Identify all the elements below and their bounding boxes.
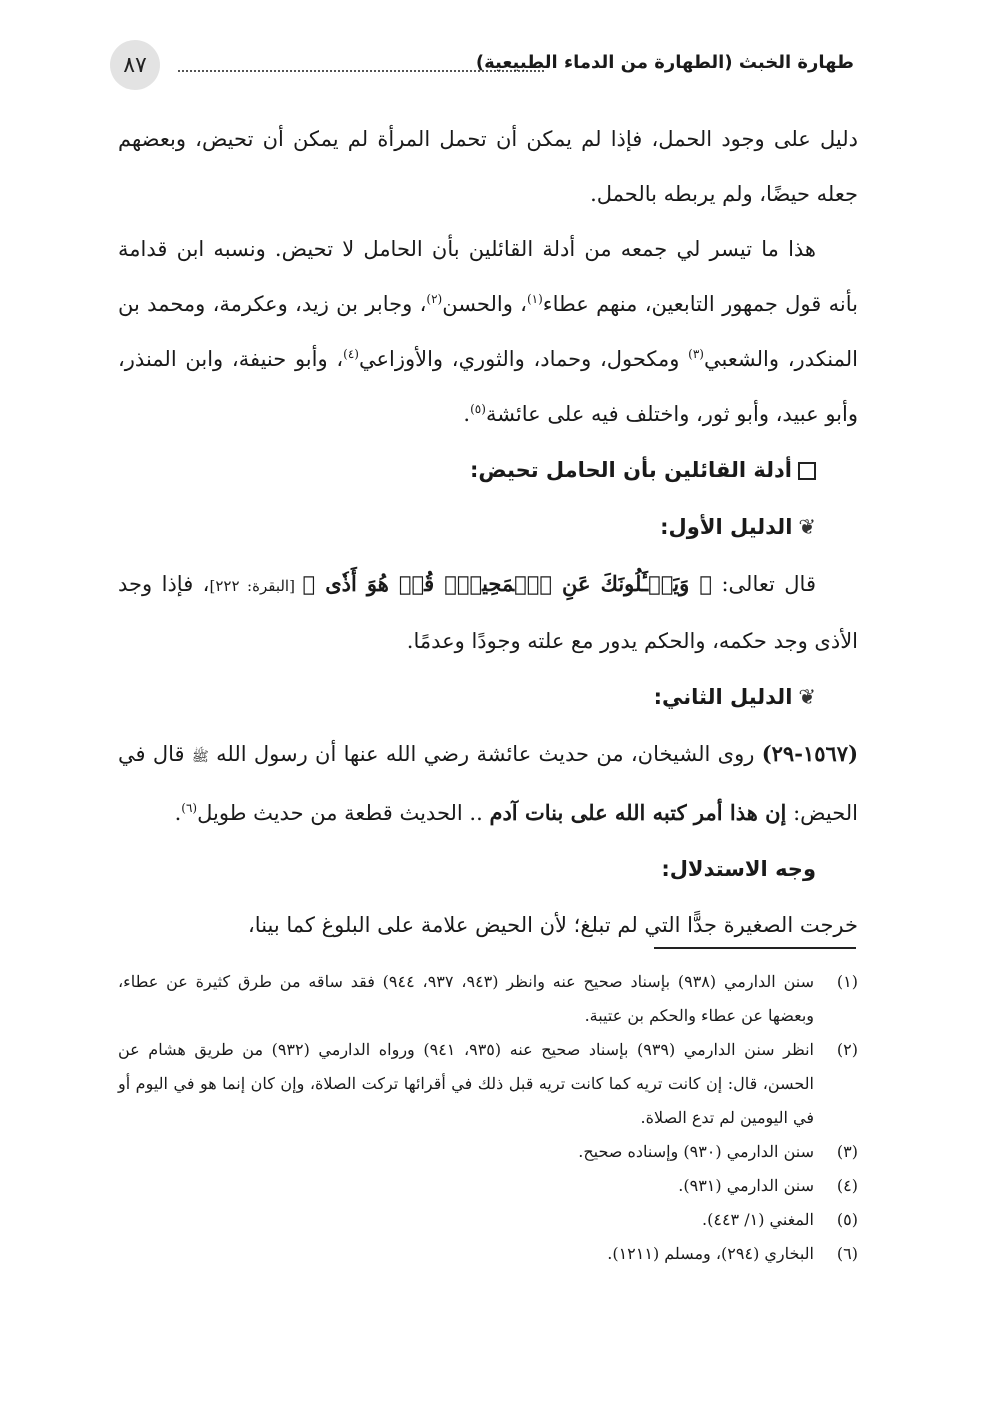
p4-text-a: روى الشيخان، من حديث عائشة رضي الله عنها أن رسول الله — [208, 742, 762, 766]
subheading-inference: وجه الاستدلال: — [661, 857, 816, 881]
section-heading-evidence — [118, 442, 858, 499]
salutation-glyph: ﷺ — [191, 749, 209, 765]
footnote-number: (٦) — [836, 1244, 858, 1263]
p4-text-b: قال في الحيض: — [118, 742, 858, 825]
p2-text-b: ، والحسن — [442, 292, 527, 316]
page-header — [110, 40, 854, 96]
main-text — [118, 112, 858, 953]
heading-first-text: الدليل الأول: — [660, 515, 793, 539]
p2-text-d: ومكحول، وحماد، والثوري، والأوزاعي — [358, 347, 689, 371]
footnote-number: (٢) — [836, 1040, 858, 1059]
p2-text-a: هذا ما تيسر لي جمعه من أدلة القائلين بأن الحامل لا تحيض. ونسبه ابن قدامة بأنه قول جمهور التابعين، منهم عطاء — [118, 237, 858, 316]
footnote — [118, 1237, 858, 1271]
p4-text-d: . — [174, 801, 182, 825]
paragraph-3 — [118, 556, 858, 669]
paragraph-2 — [118, 222, 858, 442]
footnote — [118, 1203, 858, 1237]
paragraph-4 — [118, 726, 858, 841]
footnote-ref-4[interactable]: (٤) — [343, 347, 359, 361]
footnote-ref-5[interactable]: (٥) — [470, 402, 486, 416]
heading-evidence-text: أدلة القائلين بأن الحامل تحيض: — [469, 458, 792, 482]
page-number: ٨٧ — [123, 52, 147, 78]
footnote-number: (٤) — [836, 1176, 858, 1195]
footnote-text: البخاري (٢٩٤)، ومسلم (١٢١١). — [607, 1244, 814, 1263]
running-title: طهارة الخبث (الطهارة من الدماء الطبيعية) — [475, 52, 854, 73]
paragraph-5: خرجت الصغيرة جدًّا التي لم تبلغ؛ لأن الحيض علامة على البلوغ كما بينا، — [248, 913, 858, 937]
footnote-ref-6[interactable]: (٦) — [181, 801, 198, 815]
page-number-badge — [110, 40, 160, 90]
footnote-ref-3[interactable]: (٣) — [688, 347, 704, 361]
p2-text-e: ، وأبو حنيفة، وابن المنذر، وأبو عبيد، وأبو ثور، واختلف فيه على عائشة — [118, 347, 858, 426]
p2-text-f: . — [463, 402, 471, 426]
footnote-text: سنن الدارمي (٩٣٨) بإسناد صحيح عنه وانظر (٩٤٣، ٩٣٧، ٩٤٤) فقد ساقه من طرق كثيرة عن عطاء، وبعضها عن عطاء والحكم بن عتيبة. — [118, 972, 814, 1025]
footnote-text: المغني (١/ ٤٤٣). — [702, 1210, 814, 1229]
p2-text-c: ، وجابر بن زيد، وعكرمة، ومحمد بن المنكدر، والشعبي — [118, 292, 859, 371]
footnote-ref-1[interactable]: (١) — [526, 292, 543, 306]
p3-text-b: ، فإذا وجد الأذى وجد حكمه، والحكم يدور مع علته وجودًا وعدمًا. — [118, 572, 858, 653]
footnote — [118, 1033, 858, 1135]
p4-text-c: .. الحديث قطعة من حديث طويل — [197, 801, 490, 825]
footnote — [118, 965, 858, 1033]
p3-text-a: قال تعالى: — [712, 572, 816, 596]
footnote — [118, 1135, 858, 1169]
heading-second-text: الدليل الثاني: — [653, 685, 793, 709]
footnote-number: (١) — [836, 972, 858, 991]
hadith-number: (١٥٦٧-٢٩) — [761, 741, 858, 766]
footnote-text: انظر سنن الدارمي (٩٣٩) بإسناد صحيح عنه (٩٣٥، ٩٤١) ورواه الدارمي (٩٣٢) من طريق هشام عن الحسن، قال: إن كانت تريه كما كانت تريه قبل ذلك في أقرائها تركت الصلاة، وإن كان إنما هو في اليوم أو في اليومين لم تدع الصلاة. — [118, 1040, 814, 1127]
footnotes — [118, 965, 858, 1271]
footnote-number: (٥) — [836, 1210, 858, 1229]
leaf-ornament-icon: ❦ — [798, 515, 816, 539]
paragraph-1: دليل على وجود الحمل، فإذا لم يمكن أن تحمل المرأة لم يمكن أن تحيض، وبعضهم جعله حيضًا، ولم يربطه بالحمل. — [118, 127, 858, 206]
footnote — [118, 1169, 858, 1203]
footnote-number: (٣) — [836, 1142, 858, 1161]
checkbox-icon — [798, 462, 816, 480]
footnote-ref-2[interactable]: (٢) — [426, 292, 443, 306]
leaf-ornament-icon: ❦ — [798, 685, 816, 709]
hadith-quote: إن هذا أمر كتبه الله على بنات آدم — [489, 800, 787, 825]
verse-reference: [البقرة: ٢٢٢] — [209, 577, 303, 595]
footnote-separator — [654, 947, 856, 949]
quran-verse: ﴿ وَيَسۡـَٔلُونَكَ عَنِ ٱلۡمَحِيضِۖ قُلۡ هُوَ أَذٗى ﴾ — [302, 571, 713, 596]
footnote-text: سنن الدارمي (٩٣١). — [678, 1176, 814, 1195]
footnote-text: سنن الدارمي (٩٣٠) وإسناده صحيح. — [578, 1142, 814, 1161]
subheading-first-evidence — [118, 499, 858, 556]
subheading-second-evidence — [118, 669, 858, 726]
